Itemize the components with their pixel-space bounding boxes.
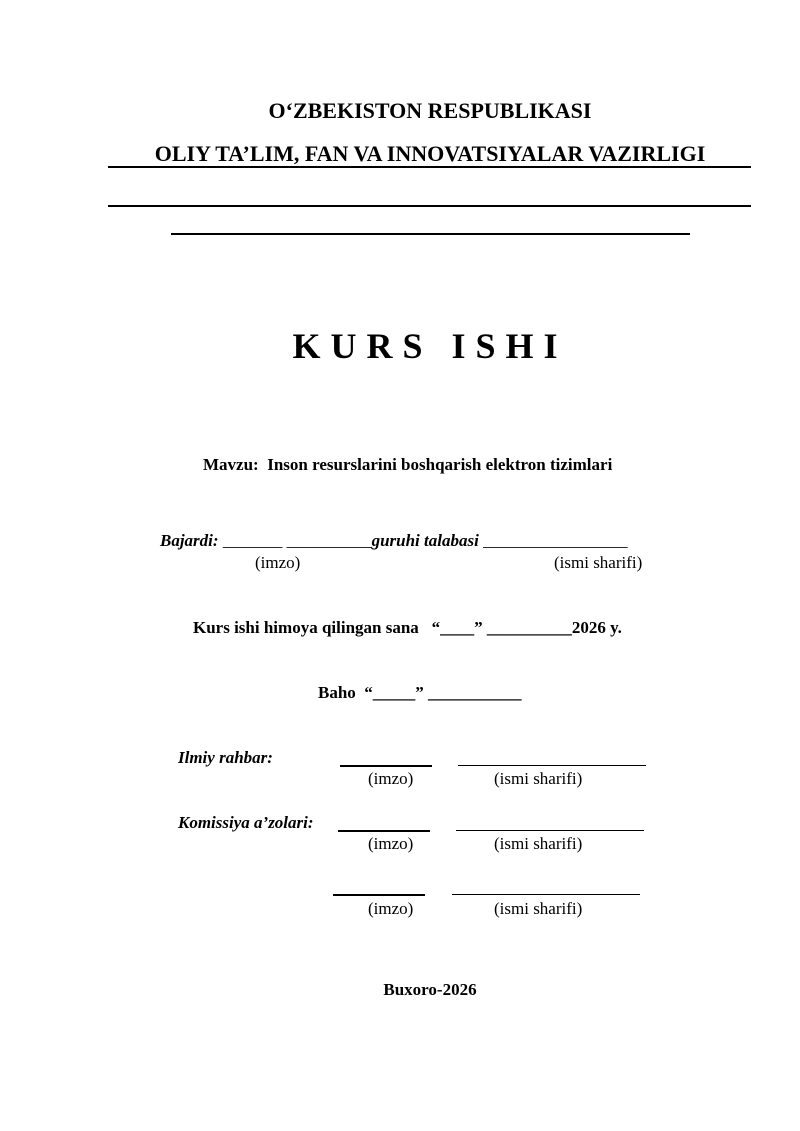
commission-name-line-2: [452, 894, 640, 895]
defense-line: [193, 618, 622, 638]
grade-line: [318, 683, 522, 703]
commission-name-line-1: [456, 830, 644, 831]
commission-sign-line-2: [333, 894, 425, 896]
performer-caption-sign: (imzo): [255, 553, 301, 572]
commission-caption-name-2: (ismi sharifi): [494, 899, 583, 918]
supervisor-label: Ilmiy rahbar:: [178, 748, 273, 767]
commission-caption-sign-2: (imzo): [368, 899, 414, 918]
commission-label: Komissiya a’zolari:: [178, 813, 314, 832]
blank-line-2: [171, 233, 690, 235]
commission-caption-name-1: (ismi sharifi): [494, 834, 583, 853]
header-ministry: OLIY TA’LIM, FAN VA INNOVATSIYALAR VAZIRLIGI: [154, 141, 706, 166]
supervisor-caption-name: (ismi sharifi): [494, 769, 583, 788]
header-underline: [108, 166, 751, 168]
grade-label: Baho: [318, 683, 356, 702]
grade-value: “_____” ___________: [364, 683, 522, 702]
performer-blank-name: _________________: [483, 531, 628, 550]
supervisor-caption-sign: (imzo): [368, 769, 414, 788]
document-title: KURS ISHI: [292, 326, 568, 366]
header-country: O‘ZBEKISTON RESPUBLIKASI: [268, 98, 592, 123]
footer-place-year: Buxoro-2026: [383, 980, 477, 999]
commission-caption-sign-1: (imzo): [368, 834, 414, 853]
defense-date: “____” __________2026 y.: [431, 618, 622, 637]
performer-label: Bajardi:: [160, 531, 219, 550]
topic-label: Mavzu:: [203, 455, 259, 474]
defense-label: Kurs ishi himoya qilingan sana: [193, 618, 419, 637]
supervisor-sign-line: [340, 765, 432, 767]
performer-group-text: guruhi talabasi: [371, 531, 479, 550]
performer-line: [160, 531, 628, 551]
performer-caption-name: (ismi sharifi): [554, 553, 643, 572]
topic: [203, 455, 612, 475]
topic-value: Inson resurslarini boshqarish elektron tizimlari: [267, 455, 613, 474]
performer-blank-group: __________: [286, 531, 372, 550]
supervisor-name-line: [458, 765, 646, 766]
blank-line-1: [108, 205, 751, 207]
commission-sign-line-1: [338, 830, 430, 832]
performer-blank-sign: _______: [222, 531, 283, 550]
